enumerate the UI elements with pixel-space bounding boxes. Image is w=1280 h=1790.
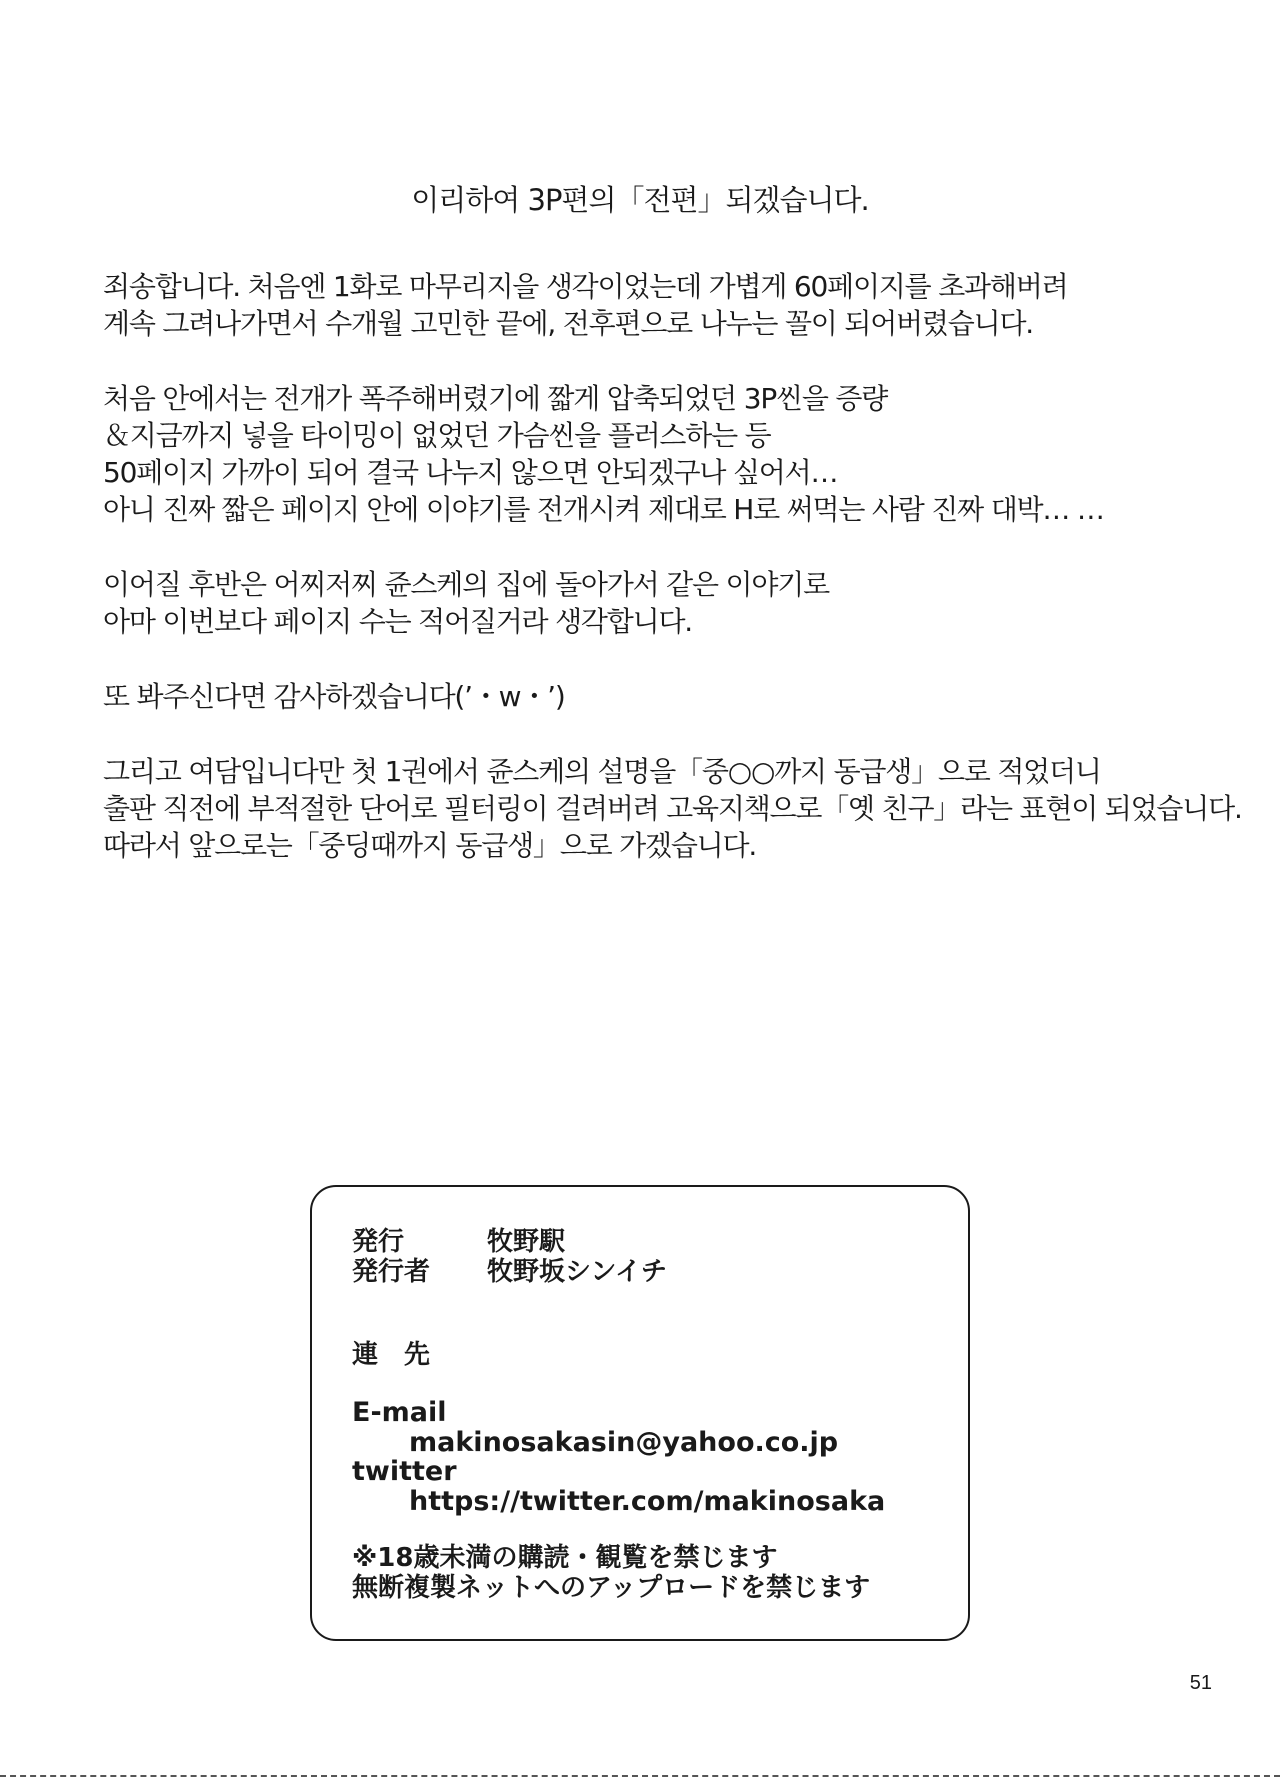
author-label: 発行者 [352, 1257, 431, 1287]
author-value: 牧野坂シンイチ [487, 1257, 668, 1287]
page-number: 51 [1189, 1672, 1212, 1694]
paragraph-aside [103, 753, 1242, 864]
afterword-text [103, 268, 1242, 902]
paragraph-next-part [103, 566, 1203, 640]
text-line: 또 봐주신다면 감사하겠습니다(’・w・’) [103, 680, 565, 713]
publisher-label: 発行 [352, 1227, 405, 1257]
text-line: 그리고 여담입니다만 첫 1권에서 쥰스케의 설명을「중○○까지 동급생」으로 적었더니 [103, 755, 1101, 788]
page-heading: 이리하여 3P편의「전편」되겠습니다. [411, 183, 869, 217]
twitter-value: https://twitter.com/makinosaka [409, 1486, 886, 1517]
text-line: 계속 그려나가면서 수개월 고민한 끝에, 전후편으로 나누는 꼴이 되어버렸습니다. [103, 307, 1033, 340]
age-notice: ※18歳未満の購読・観覧を禁じます [352, 1543, 778, 1573]
text-line: 아마 이번보다 페이지 수는 적어질거라 생각합니다. [103, 605, 693, 638]
copy-notice: 無断複製ネットへのアップロードを禁じます [352, 1573, 871, 1603]
text-line: 50페이지 가까이 되어 결국 나누지 않으면 안되겠구나 싶어서… [103, 456, 838, 489]
text-line: 아니 진짜 짧은 페이지 안에 이야기를 전개시켜 제대로 H로 써먹는 사람 진짜 대박… … [103, 493, 1104, 526]
author-row [352, 1257, 667, 1287]
publisher-row [352, 1227, 565, 1257]
bottom-divider [0, 1775, 1280, 1777]
colophon-box [310, 1185, 970, 1641]
text-line: 출판 직전에 부적절한 단어로 필터링이 걸려버려 고육지책으로「옛 친구」라는 표현이 되었습니다. [103, 792, 1242, 825]
paragraph-explanation [103, 380, 1203, 528]
email-label: E-mail [352, 1397, 447, 1428]
email-value: makinosakasin@yahoo.co.jp [409, 1427, 839, 1458]
paragraph-thanks [103, 678, 1203, 715]
contact-label: 連 先 [352, 1340, 431, 1370]
twitter-label: twitter [352, 1456, 457, 1487]
publisher-value: 牧野駅 [487, 1227, 566, 1257]
paragraph-apology [103, 268, 1203, 342]
text-line: 죄송합니다. 처음엔 1화로 마무리지을 생각이었는데 가볍게 60페이지를 초과해버려 [103, 270, 1068, 303]
text-line: 처음 안에서는 전개가 폭주해버렸기에 짧게 압축되었던 3P씬을 증량 [103, 382, 888, 415]
text-line: 이어질 후반은 어찌저찌 쥰스케의 집에 돌아가서 같은 이야기로 [103, 568, 829, 601]
text-line: 따라서 앞으로는「중딩때까지 동급생」으로 가겠습니다. [103, 829, 757, 862]
text-line: ＆지금까지 넣을 타이밍이 없었던 가슴씬을 플러스하는 등 [103, 419, 771, 452]
